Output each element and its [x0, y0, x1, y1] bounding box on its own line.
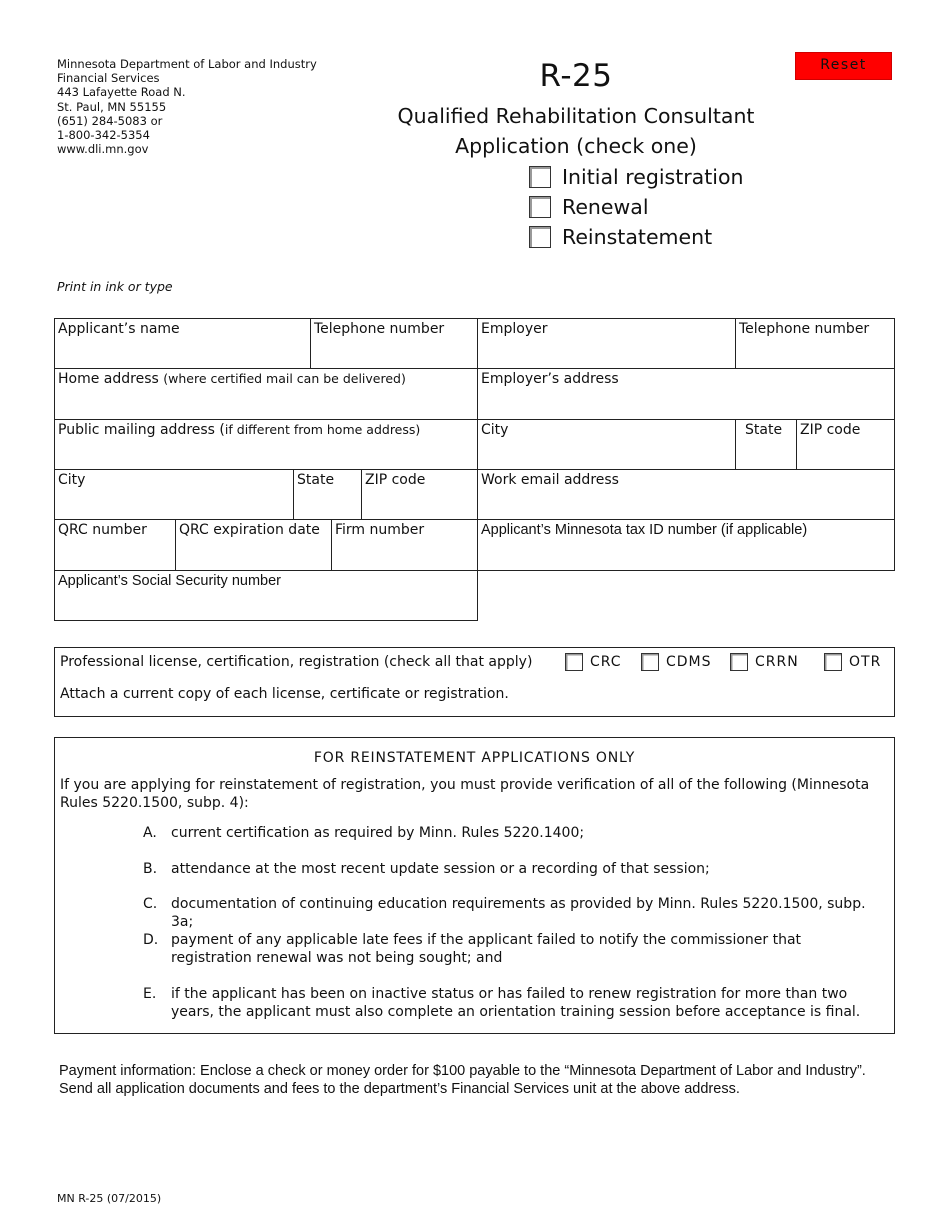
item-text: current certification as required by Minn. Rules 5220.1400; — [171, 825, 585, 841]
print-instruction: Print in ink or type — [57, 279, 173, 294]
reset-button[interactable]: Reset — [795, 52, 892, 80]
checkbox-crrn[interactable] — [730, 653, 748, 671]
form-subtitle: Application (check one) — [455, 134, 697, 158]
item-letter: B. — [143, 861, 158, 877]
field-label: Public mailing address ( — [58, 422, 225, 438]
list-item — [143, 895, 878, 931]
agency-line: Financial Services — [57, 71, 160, 86]
agency-line: www.dli.mn.gov — [57, 142, 149, 157]
field-note: if different from home address) — [224, 422, 421, 437]
option-label: Renewal — [562, 195, 649, 219]
qrc-expiration-field[interactable] — [175, 519, 332, 571]
option-cdms[interactable] — [641, 653, 712, 671]
public-mailing-address-field[interactable] — [54, 419, 478, 470]
field-label: Firm number — [335, 522, 425, 538]
field-label: City — [481, 422, 509, 438]
field-label: State — [297, 472, 335, 488]
option-otr[interactable] — [824, 653, 881, 671]
field-label: State — [745, 422, 783, 438]
reinstatement-heading: FOR REINSTATEMENT APPLICATIONS ONLY — [313, 750, 636, 766]
list-item — [143, 985, 878, 1021]
list-item — [143, 860, 878, 878]
city-field[interactable] — [54, 469, 294, 520]
item-letter: C. — [143, 896, 158, 912]
item-text: if the applicant has been on inactive status or has failed to renew registration for more than two years, the applicant must also complete an orientation training session before acceptance is final. — [171, 986, 861, 1020]
field-label: Home address — [58, 371, 159, 387]
field-label: ZIP code — [365, 472, 426, 488]
ssn-field[interactable] — [54, 570, 478, 621]
item-text: payment of any applicable late fees if the applicant failed to notify the commissioner that registration renewal was not being sought; and — [171, 932, 802, 966]
field-label: Employer’s address — [481, 371, 619, 387]
mn-tax-id-field[interactable] — [477, 519, 895, 571]
checkbox-crc[interactable] — [565, 653, 583, 671]
form-number: R-25 — [539, 58, 613, 94]
professional-license-section — [54, 647, 895, 717]
item-letter: D. — [143, 932, 159, 948]
agency-line: Minnesota Department of Labor and Industry — [57, 57, 317, 71]
employer-field[interactable] — [477, 318, 736, 369]
firm-number-field[interactable] — [331, 519, 478, 571]
item-letter: A. — [143, 825, 157, 841]
home-address-field[interactable] — [54, 368, 478, 420]
item-text: attendance at the most recent update session or a recording of that session; — [171, 861, 710, 877]
option-crrn[interactable] — [730, 653, 799, 671]
agency-line: (651) 284-5083 or — [57, 113, 163, 128]
zip-field[interactable] — [361, 469, 478, 520]
option-label: CRRN — [755, 654, 799, 670]
field-label: Telephone number — [314, 321, 445, 337]
checkbox-renewal[interactable] — [529, 196, 551, 218]
option-label: CRC — [590, 654, 622, 670]
field-label: ZIP code — [800, 422, 861, 438]
work-email-field[interactable] — [477, 469, 895, 520]
telephone-field[interactable] — [310, 318, 478, 369]
state-field[interactable] — [293, 469, 362, 520]
employer-city-field[interactable] — [477, 419, 736, 470]
employer-telephone-field[interactable] — [735, 318, 895, 369]
employer-state-field[interactable] — [735, 419, 797, 470]
option-label: CDMS — [666, 654, 712, 670]
qrc-number-field[interactable] — [54, 519, 176, 571]
option-label: OTR — [849, 654, 882, 670]
option-label: Initial registration — [562, 165, 744, 189]
field-label: Employer — [481, 321, 548, 337]
option-reinstatement[interactable] — [529, 225, 712, 249]
option-label: Reinstatement — [562, 225, 713, 249]
checkbox-cdms[interactable] — [641, 653, 659, 671]
field-label: City — [58, 472, 86, 488]
employer-zip-field[interactable] — [796, 419, 895, 470]
field-label: Applicant’s Social Security number — [58, 573, 281, 589]
item-text: documentation of continuing education requirements as provided by Minn. Rules 5220.1500, subp. 3a; — [171, 896, 866, 930]
agency-line: St. Paul, MN 55155 — [57, 99, 167, 114]
option-crc[interactable] — [565, 653, 622, 671]
checkbox-reinstatement[interactable] — [529, 226, 551, 248]
item-letter: E. — [143, 986, 157, 1002]
list-item — [143, 824, 878, 842]
agency-line: 443 Lafayette Road N. — [57, 85, 186, 100]
reinstatement-section — [54, 737, 895, 1034]
option-renewal[interactable] — [529, 195, 649, 219]
checkbox-initial-registration[interactable] — [529, 166, 551, 188]
field-label: Applicant’s name — [58, 321, 180, 337]
option-initial-registration[interactable] — [529, 165, 744, 189]
checkbox-otr[interactable] — [824, 653, 842, 671]
field-label: QRC number — [58, 522, 147, 538]
field-label: Telephone number — [739, 321, 870, 337]
field-label: QRC expiration date — [179, 522, 320, 538]
form-title: Qualified Rehabilitation Consultant — [397, 104, 755, 128]
reinstatement-intro: If you are applying for reinstatement of registration, you must provide verification of all of the following (Minnesota Rules 5220.1500, subp. 4): — [60, 777, 870, 811]
payment-information: Payment information: Enclose a check or money order for $100 payable to the “Minnesota Department of Labor and Industry”. Send all application documents and fees to the department’s Financial Services unit at the above address. — [59, 1063, 866, 1097]
employer-address-field[interactable] — [477, 368, 895, 420]
form-code: MN R-25 (07/2015) — [57, 1192, 162, 1205]
agency-line: 1-800-342-5354 — [57, 128, 150, 143]
field-note: (where certified mail can be delivered) — [163, 371, 406, 386]
professional-label: Professional license, certification, registration (check all that apply) — [60, 654, 533, 670]
attach-note: Attach a current copy of each license, certificate or registration. — [60, 686, 509, 702]
applicant-name-field[interactable] — [54, 318, 311, 369]
list-item — [143, 931, 878, 967]
field-label: Applicant’s Minnesota tax ID number (if applicable) — [481, 522, 808, 538]
field-label: Work email address — [481, 472, 619, 488]
